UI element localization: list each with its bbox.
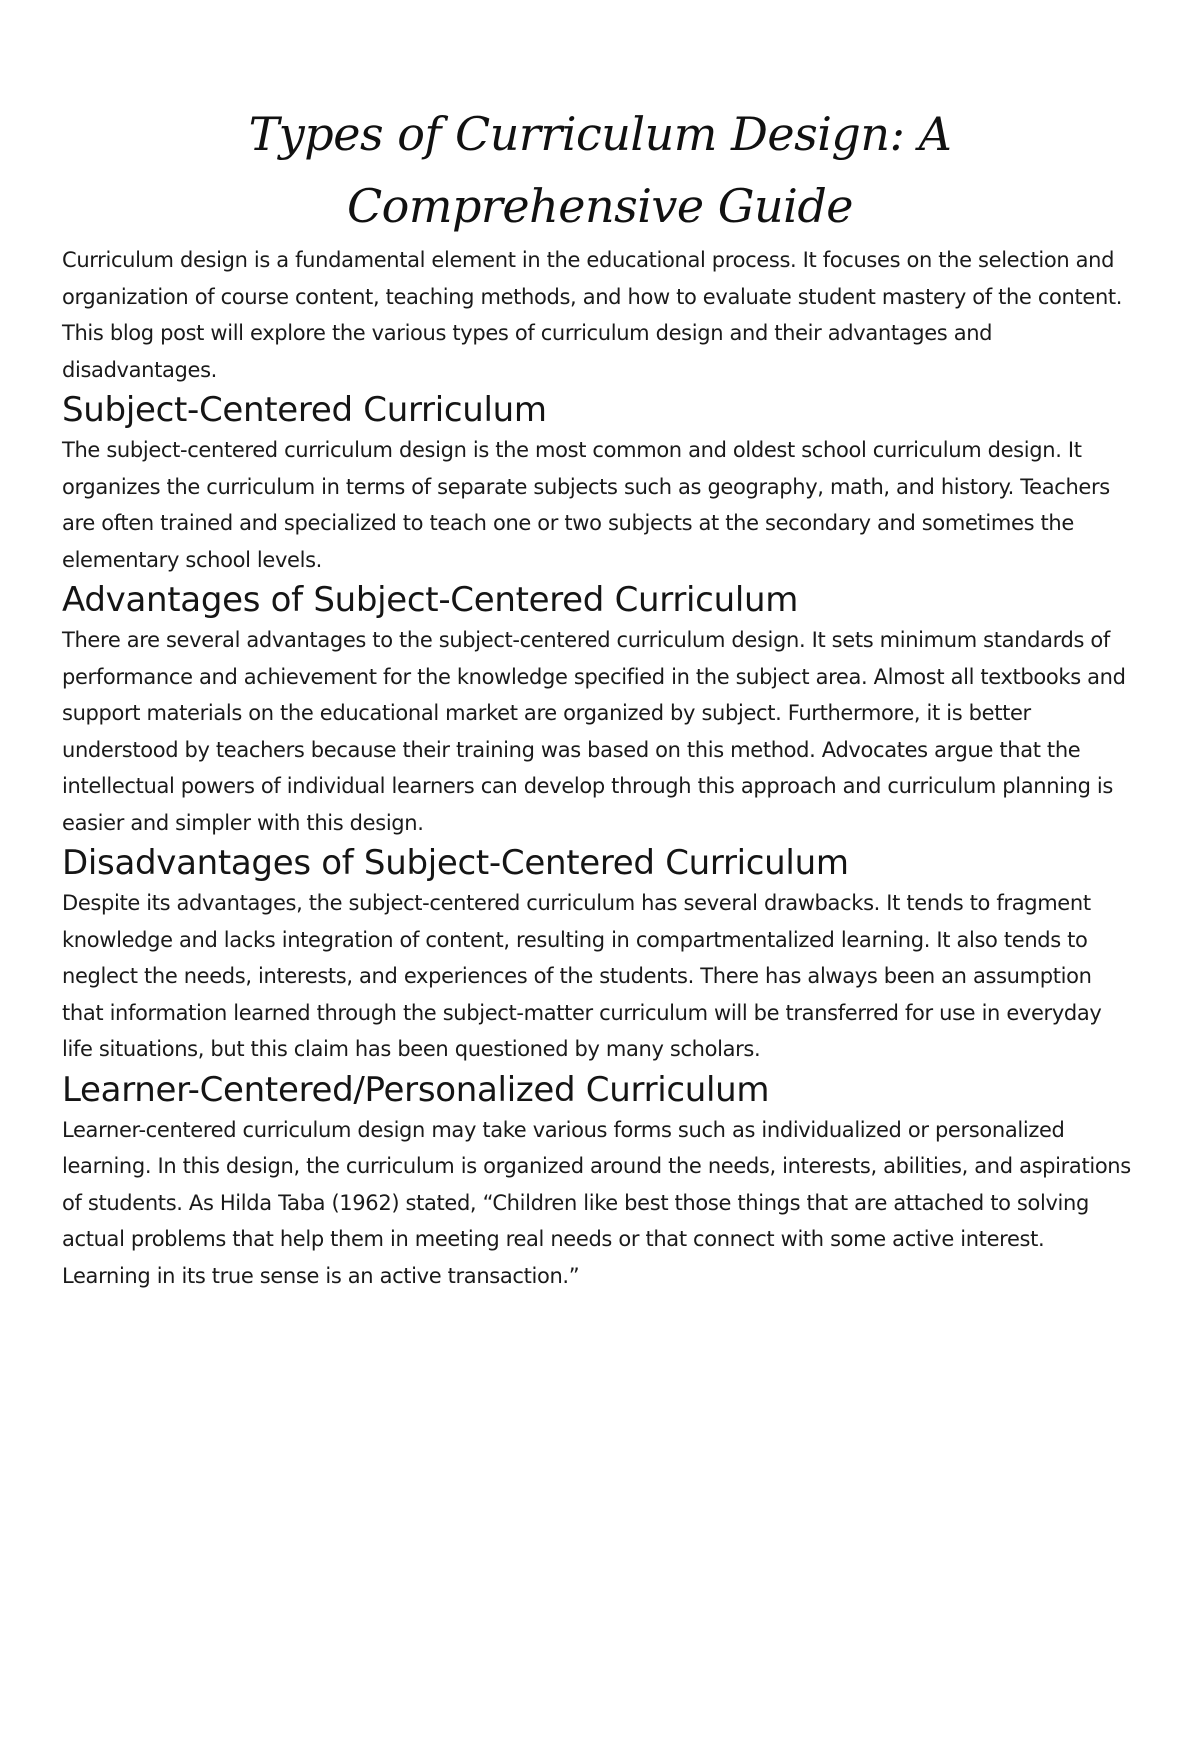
intro-paragraph: Curriculum design is a fundamental element in the educational process. It focuses on the selection and organization of course content, teaching methods, and how to evaluate student mastery of the content. This blog post will explore the various types of curriculum design and their advantages and disadvantages.	[62, 248, 1123, 382]
section-heading-learner-centered: Learner-Centered/Personalized Curriculum	[62, 1069, 770, 1110]
section-heading-subject-centered: Subject-Centered Curriculum	[62, 390, 547, 430]
section-body-learner-centered: Learner-centered curriculum design may take various forms such as individualized or personalized learning. In this design, the curriculum is organized around the needs, interests, abilities, and aspirations of students. As Hilda Taba (1962) stated, “Children like best those things that are attached to solving actual problems that help them in meeting real needs or that connect with some active interest. Learning in its true sense is an active transaction.”	[62, 1117, 1131, 1288]
section-body-advantages: There are several advantages to the subject-centered curriculum design. It sets minimum standards of performance and achievement for the knowledge specified in the subject area. Almost all textbooks and support materials on the educational market are organized by subject. Furthermore, it is better understood by teachers because their training was based on this method. Advocates argue that the intellectual powers of individual learners can develop through this approach and curriculum planning is easier and simpler with this design.	[62, 628, 1126, 835]
section-heading-advantages: Advantages of Subject-Centered Curriculum	[62, 580, 799, 620]
section-heading-disadvantages: Disadvantages of Subject-Centered Curriculum	[62, 843, 849, 883]
document-title: Types of Curriculum Design: A Comprehensive Guide	[248, 107, 952, 233]
section-body-subject-centered: The subject-centered curriculum design is the most common and oldest school curriculum design. It organizes the curriculum in terms of separate subjects such as geography, math, and history. Teachers are often trained and specialized to teach one or two subjects at the secondary and sometimes the elementary school levels.	[62, 438, 1110, 572]
section-body-disadvantages: Despite its advantages, the subject-centered curriculum has several drawbacks. It tends to fragment knowledge and lacks integration of content, resulting in compartmentalized learning. It also tends to neglect the needs, interests, and experiences of the students. There has always been an assumption that information learned through the subject-matter curriculum will be transferred for use in everyday life situations, but this claim has been questioned by many scholars.	[62, 891, 1102, 1061]
